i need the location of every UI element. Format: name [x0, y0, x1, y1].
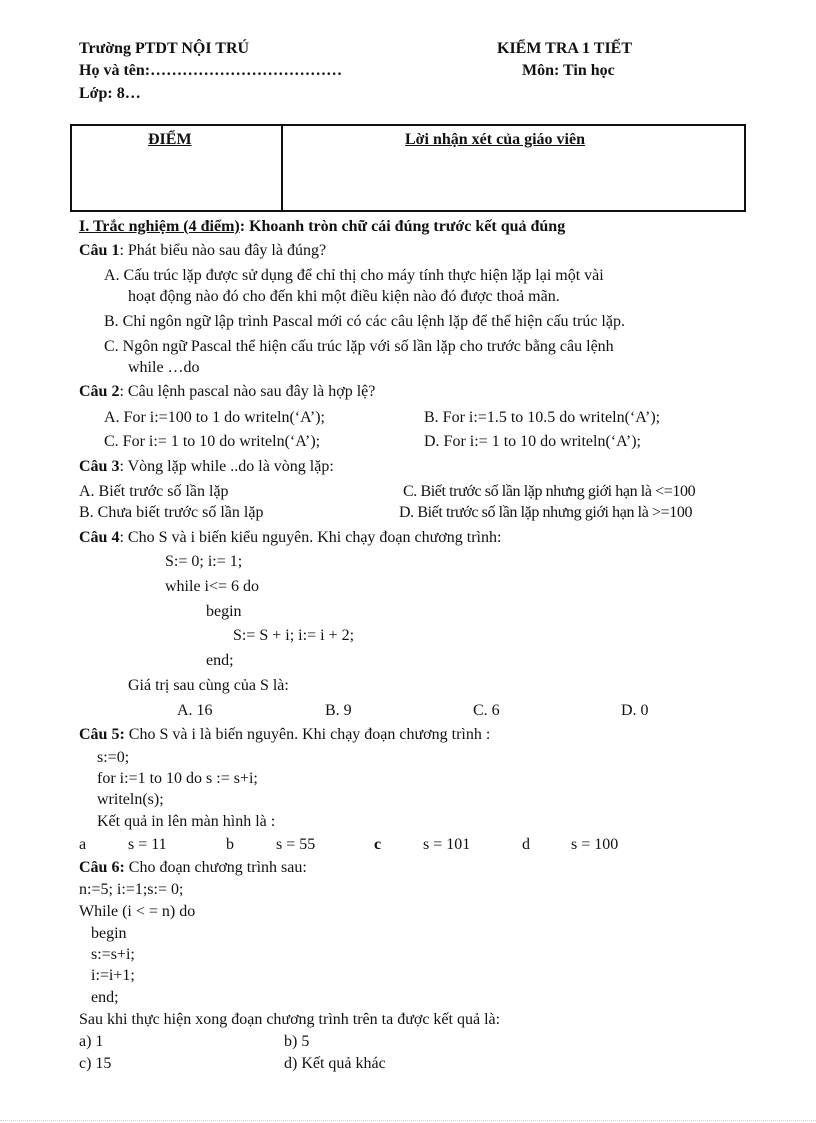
question-6	[79, 860, 307, 876]
question-5-text: Cho S và i là biến nguyên. Khi chạy đoạn chương trình :	[124, 726, 491, 743]
section-1-title	[79, 219, 565, 235]
question-6-code-line3: begin	[91, 925, 127, 942]
question-3-option-a: A. Biết trước số lần lặp	[79, 483, 229, 500]
question-5-option-d-value: s = 100	[571, 836, 619, 853]
question-5-result-prompt: Kết quả in lên màn hình là :	[97, 813, 276, 830]
question-3-option-c: C. Biết trước số lần lặp nhưng giới hạn là <=100	[403, 483, 696, 500]
question-4-option-b: B. 9	[325, 702, 352, 719]
question-4-code-line1: S:= 0; i:= 1;	[165, 553, 243, 570]
question-3	[79, 459, 334, 475]
question-1-option-a-line1: A. Cấu trúc lặp được sử dụng để chỉ thị cho máy tính thực hiện lặp lại một vài	[104, 267, 604, 284]
section-1-title-main: I. Trắc nghiệm (4 điểm)	[79, 218, 240, 235]
question-5-option-c-value: s = 101	[423, 836, 471, 853]
question-6-option-b: b) 5	[284, 1033, 310, 1050]
question-1-option-c-line2: while …do	[128, 359, 200, 376]
question-6-option-c: c) 15	[79, 1055, 112, 1072]
question-5-code-line1: s:=0;	[97, 749, 130, 766]
question-4-code-line5: end;	[206, 652, 234, 669]
question-6-code-line6: end;	[91, 989, 119, 1006]
question-2-option-d: D. For i:= 1 to 10 do writeln(‘A’);	[424, 433, 641, 450]
question-6-code-line5: i:=i+1;	[91, 967, 135, 984]
question-5-option-a-value: s = 11	[128, 836, 167, 853]
question-6-option-a: a) 1	[79, 1033, 104, 1050]
question-1-option-a-line2: hoạt động nào đó cho đến khi một điều kiện nào đó được thoả mãn.	[128, 288, 560, 305]
question-2-label: Câu 2	[79, 383, 120, 400]
student-name-label: Họ và tên:………………………………	[79, 62, 343, 79]
question-6-label: Câu 6:	[79, 859, 125, 876]
question-1-option-b: B. Chỉ ngôn ngữ lập trình Pascal mới có các câu lệnh lặp để thể hiện cấu trúc lặp.	[104, 313, 625, 330]
question-1	[79, 243, 326, 259]
grade-box-divider	[281, 126, 283, 210]
question-6-prompt: Sau khi thực hiện xong đoạn chương trình trên ta được kết quả là:	[79, 1011, 501, 1028]
question-4-code-line3: begin	[206, 603, 242, 620]
question-3-label: Câu 3	[79, 458, 120, 475]
question-5	[79, 727, 490, 743]
question-2-option-a: A. For i:=100 to 1 do writeln(‘A’);	[104, 409, 325, 426]
exam-title: KIỂM TRA 1 TIẾT	[497, 40, 633, 57]
page-edge-dotted-line	[0, 1120, 816, 1121]
question-2	[79, 384, 375, 400]
question-6-code-line1: n:=5; i:=1;s:= 0;	[79, 881, 184, 898]
class-label: Lớp: 8…	[79, 85, 141, 102]
question-4	[79, 530, 501, 546]
section-1-title-instruction: : Khoanh tròn chữ cái đúng trước kết quả đúng	[239, 218, 566, 235]
question-3-option-b: B. Chưa biết trước số lần lặp	[79, 504, 264, 521]
question-6-code-line4: s:=s+i;	[91, 946, 135, 963]
teacher-comment-header: Lời nhận xét của giáo viên	[405, 131, 585, 148]
question-3-option-d: D. Biết trước số lần lặp nhưng giới hạn là >=100	[399, 504, 693, 521]
question-4-option-a: A. 16	[177, 702, 213, 719]
question-4-prompt: Giá trị sau cùng của S là:	[128, 677, 289, 694]
question-5-option-b-letter: b	[226, 836, 234, 853]
question-4-option-d: D. 0	[621, 702, 649, 719]
question-4-code-line2: while i<= 6 do	[165, 578, 260, 595]
question-1-label: Câu 1	[79, 242, 120, 259]
question-5-code-line3: writeln(s);	[97, 791, 164, 808]
question-2-text: : Câu lệnh pascal nào sau đây là hợp lệ?	[119, 383, 376, 400]
question-5-option-d-letter: d	[522, 836, 530, 853]
question-4-option-c: C. 6	[473, 702, 500, 719]
question-6-code-line2: While (i < = n) do	[79, 903, 196, 920]
school-name: Trường PTDT NỘI TRÚ	[79, 40, 250, 57]
question-5-code-line2: for i:=1 to 10 do s := s+i;	[97, 770, 258, 787]
subject-label: Môn: Tin học	[522, 62, 615, 79]
question-6-option-d: d) Kết quả khác	[284, 1055, 386, 1072]
question-3-text: : Vòng lặp while ..do là vòng lặp:	[119, 458, 334, 475]
question-5-label: Câu 5:	[79, 726, 125, 743]
score-header: ĐIỂM	[148, 131, 192, 148]
question-2-option-c: C. For i:= 1 to 10 do writeln(‘A’);	[104, 433, 321, 450]
question-4-label: Câu 4	[79, 529, 120, 546]
question-4-text: : Cho S và i biến kiểu nguyên. Khi chạy đoạn chương trình:	[119, 529, 502, 546]
question-1-option-c-line1: C. Ngôn ngữ Pascal thể hiện cấu trúc lặp với số lần lặp cho trước bằng câu lệnh	[104, 338, 614, 355]
question-5-option-c-letter: c	[374, 836, 382, 853]
grade-box	[70, 124, 746, 212]
question-5-option-b-value: s = 55	[276, 836, 316, 853]
question-6-text: Cho đoạn chương trình sau:	[124, 859, 307, 876]
question-4-code-line4: S:= S + i; i:= i + 2;	[233, 627, 355, 644]
question-5-option-a-letter: a	[79, 836, 87, 853]
question-2-option-b: B. For i:=1.5 to 10.5 do writeln(‘A’);	[424, 409, 661, 426]
question-1-text: : Phát biểu nào sau đây là đúng?	[119, 242, 327, 259]
